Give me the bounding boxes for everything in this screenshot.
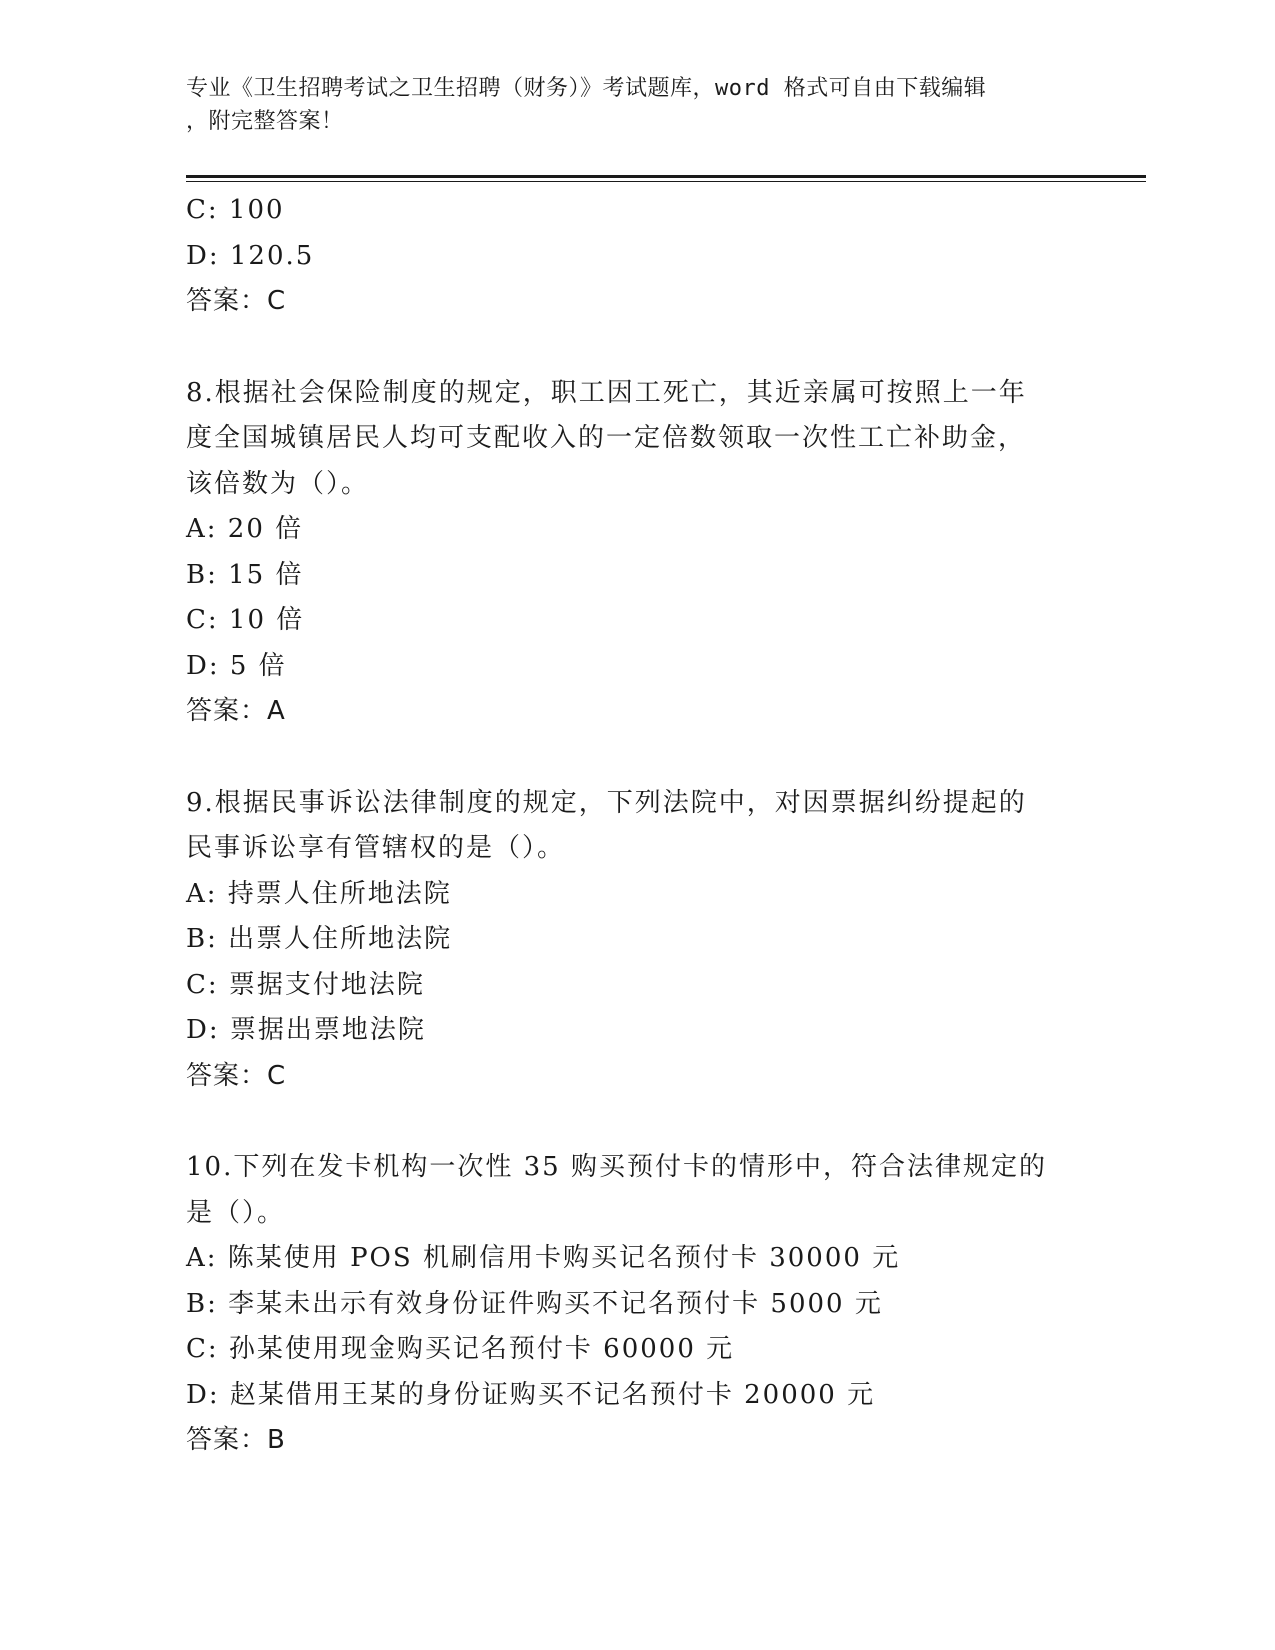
option-c: C: 孙某使用现金购买记名预付卡 60000 元 [186, 1334, 735, 1364]
question-text-line: 10.下列在发卡机构一次性 35 购买预付卡的情形中，符合法律规定的 [186, 1152, 1047, 1182]
header-rule-thick [186, 175, 1146, 178]
question-text-line: 该倍数为（）。 [186, 468, 370, 499]
question-10 [186, 1145, 1066, 1464]
option-c: C: 100 [186, 195, 285, 225]
question-text-line: 9.根据民事诉讼法律制度的规定，下列法院中，对因票据纠纷提起的 [186, 787, 1027, 818]
option-d: D: 票据出票地法院 [186, 1015, 426, 1045]
header-line-2: ，附完整答案！ [186, 109, 344, 134]
previous-question-tail [186, 188, 1066, 325]
answer-line: 答案：A [186, 696, 286, 726]
option-c: C: 10 倍 [186, 605, 305, 635]
option-c: C: 票据支付地法院 [186, 969, 425, 1000]
header-line-1: 专业《卫生招聘考试之卫生招聘（财务）》考试题库，word 格式可自由下载编辑 [186, 76, 987, 101]
answer-line: 答案：C [186, 1060, 287, 1091]
option-b: B: 出票人住所地法院 [186, 924, 453, 954]
question-text-line: 度全国城镇居民人均可支配收入的一定倍数领取一次性工亡补助金， [186, 423, 1027, 453]
spacer [186, 735, 1066, 781]
question-text-line: 是（）。 [186, 1197, 286, 1228]
spacer [186, 325, 1066, 371]
question-text-line: 民事诉讼享有管辖权的是（）。 [186, 833, 566, 863]
question-9 [186, 781, 1066, 1100]
spacer [186, 1099, 1066, 1145]
answer-line: 答案：C [186, 286, 287, 316]
option-b: B: 15 倍 [186, 559, 304, 590]
option-a: A: 持票人住所地法院 [186, 878, 452, 909]
option-a: A: 20 倍 [186, 514, 304, 544]
document-header [186, 72, 1066, 138]
header-rule-thin [186, 181, 1146, 182]
question-8 [186, 371, 1066, 735]
option-d: D: 5 倍 [186, 650, 287, 681]
option-a: A: 陈某使用 POS 机刷信用卡购买记名预付卡 30000 元 [186, 1243, 901, 1273]
option-d: D: 赵某借用王某的身份证购买不记名预付卡 20000 元 [186, 1379, 876, 1410]
option-d: D: 120.5 [186, 240, 315, 271]
answer-line: 答案：B [186, 1425, 286, 1455]
question-content [186, 188, 1066, 1464]
question-text-line: 8.根据社会保险制度的规定，职工因工死亡，其近亲属可按照上一年 [186, 377, 1027, 408]
option-b: B: 李某未出示有效身份证件购买不记名预付卡 5000 元 [186, 1288, 883, 1319]
